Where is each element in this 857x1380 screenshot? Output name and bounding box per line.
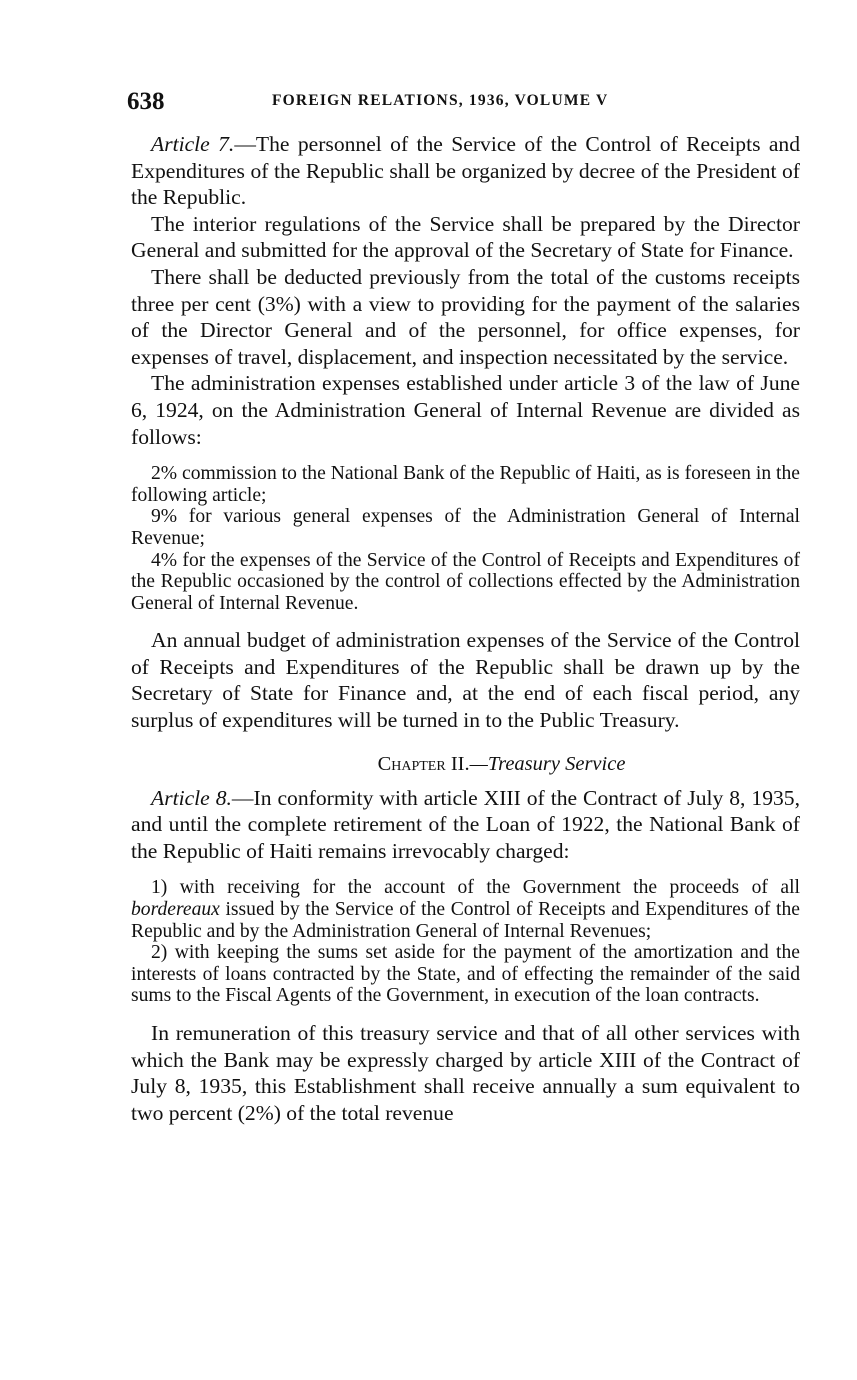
administration-expenses-paragraph: The administration expenses established under article 3 of the law of June 6, 1924, on the Administration General of Internal Revenue are divided as follows: [131, 371, 800, 449]
list-item [131, 877, 800, 942]
deduction-paragraph: There shall be deducted previously from the total of the customs receipts three per cent (3%) with a view to providing for the payment of the salaries of the Director General and of the personnel, for office expenses, for expenses of travel, displacement, and inspection necessitated by the service. [131, 264, 800, 369]
page-number: 638 [127, 88, 165, 115]
remuneration-paragraph: In remuneration of this treasury service and that of all other services with which the Bank may be expressly charged by article XIII of the Contract of July 8, 1935, this Establishment shall receive annually a sum equivalent to two percent (2%) of the total revenue [131, 1021, 800, 1125]
chapter-title: —Treasury Service [469, 752, 626, 775]
body-text [131, 131, 800, 1126]
article-7-text: —The personnel of the Service of the Control of Receipts and Expenditures of the Republic shall be organized by decree of the President of the Republic. [131, 132, 801, 210]
list-item: 9% for various general expenses of the Administration General of Internal Revenue; [131, 506, 800, 549]
list-item-text: issued by the Service of the Control of Receipts and Expenditures of the Republic and by the Administration General of Internal Revenues; [131, 899, 800, 942]
article-7-paragraph [131, 131, 800, 211]
bank-charges-list [131, 877, 800, 1007]
list-item: 4% for the expenses of the Service of the Control of Receipts and Expenditures of the Republic occasioned by the control of collections effected by the Administration General of Internal Revenue. [131, 549, 800, 614]
list-item-text: 1) with receiving for the account of the Government the proceeds of all [151, 877, 800, 899]
list-item: 2) with keeping the sums set aside for the payment of the amortization and the interests of loans contracted by the State, and of effecting the remainder of the said sums to the Fiscal Agents of the Government, in execution of the loan contracts. [131, 942, 800, 1007]
article-8-lead: Article 8. [151, 785, 232, 810]
running-title: FOREIGN RELATIONS, 1936, VOLUME V [272, 92, 609, 109]
article-8-paragraph [131, 785, 800, 865]
expense-division-list [131, 463, 800, 614]
budget-paragraph: An annual budget of administration expenses of the Service of the Control of Receipts and Expenditures of the Republic shall be drawn up by the Secretary of State for Finance and, at the end of each fiscal period, any surplus of expenditures will be turned in to the Public Treasury. [131, 628, 800, 733]
chapter-heading [131, 751, 800, 777]
running-head [127, 88, 667, 118]
chapter-label: Chapter II. [377, 752, 470, 775]
article-7-lead: Article 7. [151, 132, 235, 156]
article-8-text: —In conformity with article XIII of the Contract of July 8, 1935, and until the complete retirement of the Loan of 1922, the National Bank of the Republic of Haiti remains irrevocably charged: [131, 785, 800, 863]
regulations-paragraph: The interior regulations of the Service shall be prepared by the Director General and submitted for the approval of the Secretary of State for Finance. [131, 211, 800, 263]
list-item-italic-term: bordereaux [131, 899, 220, 921]
list-item: 2% commission to the National Bank of the Republic of Haiti, as is foreseen in the following article; [131, 463, 800, 506]
